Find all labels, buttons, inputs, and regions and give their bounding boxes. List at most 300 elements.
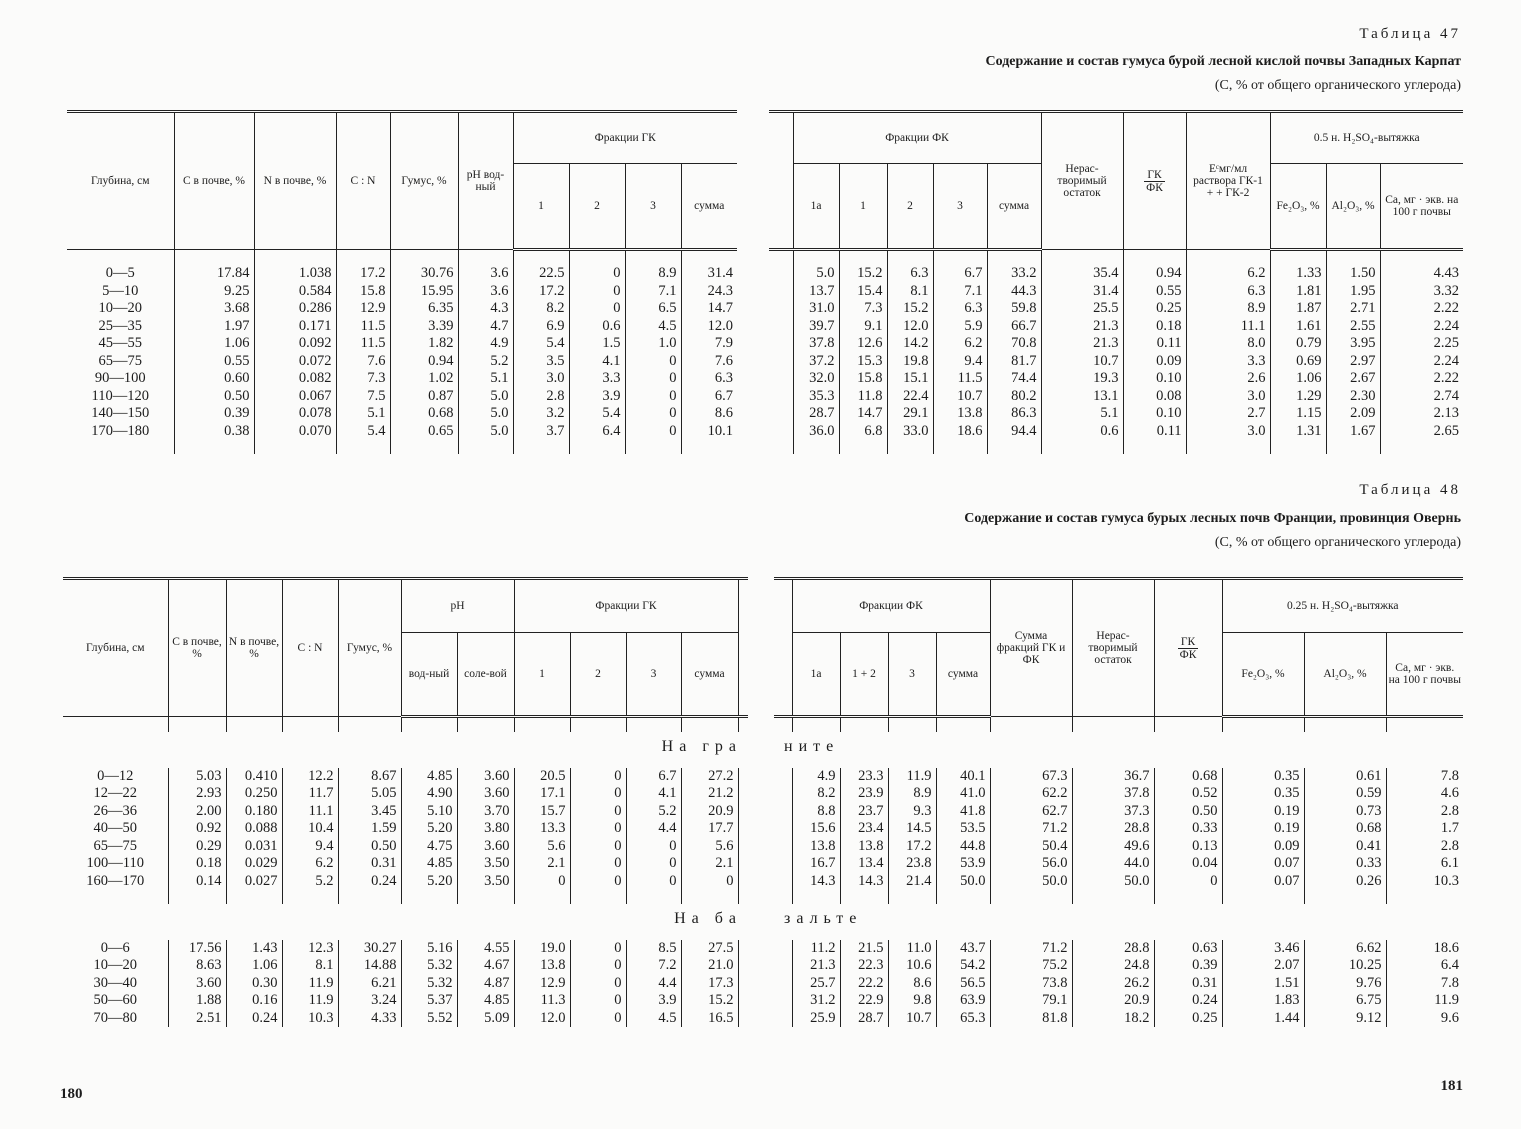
cell: 6.3 xyxy=(887,265,933,283)
cell: 12—22 xyxy=(63,785,168,803)
cell: 0 xyxy=(625,353,681,371)
cell: 0.04 xyxy=(1154,855,1222,873)
cell: 0.19 xyxy=(1222,803,1304,821)
hdr-insoluble-residue: Нерас-творимый остаток xyxy=(1041,112,1123,250)
cell: 3.5 xyxy=(513,353,569,371)
table-row xyxy=(67,388,737,406)
cell: 21.3 xyxy=(1041,318,1123,336)
cell: 0.41 xyxy=(1304,838,1386,856)
cell: 17.3 xyxy=(681,975,738,993)
table-47-label: Таблица 47 xyxy=(1359,26,1461,42)
cell: 0.088 xyxy=(226,820,282,838)
cell: 0.65 xyxy=(390,423,458,441)
cell: 0.79 xyxy=(1270,335,1326,353)
hdr-gk-fractions: Фракции ГК xyxy=(514,579,738,633)
hdr-fk-2: 2 xyxy=(887,164,933,250)
cell: 0.35 xyxy=(1222,785,1304,803)
hdr-gk-1: 1 xyxy=(514,633,570,717)
cell: 2.97 xyxy=(1326,353,1380,371)
cell: 35.4 xyxy=(1041,265,1123,283)
cell: 2.24 xyxy=(1380,318,1463,336)
table-row xyxy=(63,873,748,891)
cell: 50.0 xyxy=(936,873,990,891)
cell: 0.69 xyxy=(1270,353,1326,371)
cell: 0 xyxy=(625,370,681,388)
cell: 1.51 xyxy=(1222,975,1304,993)
cell: 8.6 xyxy=(888,975,936,993)
cell: 28.7 xyxy=(793,405,839,423)
cell: 0.31 xyxy=(338,855,401,873)
cell: 71.2 xyxy=(990,820,1072,838)
table-row xyxy=(774,957,1463,975)
cell: 67.3 xyxy=(990,768,1072,786)
cell: 8.9 xyxy=(625,265,681,283)
cell: 12.6 xyxy=(839,335,887,353)
cell: 11.5 xyxy=(336,318,390,336)
cell: 2.22 xyxy=(1380,370,1463,388)
cell: 31.4 xyxy=(1041,283,1123,301)
hdr-fk-3: 3 xyxy=(888,633,936,717)
cell: 0.250 xyxy=(226,785,282,803)
cell: 4.1 xyxy=(569,353,625,371)
cell: 9.4 xyxy=(282,838,338,856)
cell: 3.70 xyxy=(457,803,514,821)
cell: 3.0 xyxy=(513,370,569,388)
table-47-right xyxy=(769,110,1463,454)
hdr-depth: Глубина, см xyxy=(63,579,168,717)
cell: 66.7 xyxy=(987,318,1041,336)
cell: 1.44 xyxy=(1222,1010,1304,1028)
cell: 5.03 xyxy=(168,768,226,786)
cell: 70—80 xyxy=(63,1010,168,1028)
cell: 8.67 xyxy=(338,768,401,786)
cell: 13.8 xyxy=(933,405,987,423)
cell: 12.0 xyxy=(514,1010,570,1028)
cell: 17.56 xyxy=(168,940,226,958)
cell: 65—75 xyxy=(67,353,174,371)
cell: 4.75 xyxy=(401,838,457,856)
cell: 3.60 xyxy=(457,768,514,786)
cell: 4.67 xyxy=(457,957,514,975)
cell: 7.1 xyxy=(625,283,681,301)
cell: 44.0 xyxy=(1072,855,1154,873)
cell: 2.8 xyxy=(1386,803,1463,821)
cell: 1.33 xyxy=(1270,265,1326,283)
cell: 17.1 xyxy=(514,785,570,803)
cell: 32.0 xyxy=(793,370,839,388)
cell: 10.7 xyxy=(888,1010,936,1028)
cell: 7.3 xyxy=(839,300,887,318)
cell: 0 xyxy=(570,855,626,873)
cell: 1.06 xyxy=(226,957,282,975)
cell: 25.5 xyxy=(1041,300,1123,318)
cell: 28.8 xyxy=(1072,940,1154,958)
cell: 0.25 xyxy=(1123,300,1186,318)
cell: 0 xyxy=(626,838,681,856)
hdr-al2o3: Al₂O₃, % xyxy=(1326,164,1380,250)
cell: 0.070 xyxy=(254,423,336,441)
hdr-fk-3: 3 xyxy=(933,164,987,250)
table-row xyxy=(774,838,1463,856)
cell: 14.3 xyxy=(840,873,888,891)
cell: 6.5 xyxy=(625,300,681,318)
cell: 8.2 xyxy=(513,300,569,318)
cell: 0.10 xyxy=(1123,405,1186,423)
table-48-title: Содержание и состав гумуса бурых лесных почв Франции, провинция Овернь xyxy=(964,511,1461,526)
cell: 81.7 xyxy=(987,353,1041,371)
cell: 0.73 xyxy=(1304,803,1386,821)
hdr-gk-2: 2 xyxy=(570,633,626,717)
cell: 40—50 xyxy=(63,820,168,838)
cell: 14.88 xyxy=(338,957,401,975)
cell: 0 xyxy=(625,388,681,406)
cell: 0.29 xyxy=(168,838,226,856)
cell: 3.2 xyxy=(513,405,569,423)
hdr-gk-fractions: Фракции ГК xyxy=(513,112,737,164)
cell: 7.1 xyxy=(933,283,987,301)
hdr-cn: С : N xyxy=(282,579,338,717)
table-row xyxy=(769,300,1463,318)
cell: 0.94 xyxy=(390,353,458,371)
cell: 0.11 xyxy=(1123,423,1186,441)
cell: 1.038 xyxy=(254,265,336,283)
cell: 3.45 xyxy=(338,803,401,821)
cell: 5.20 xyxy=(401,873,457,891)
cell: 21.3 xyxy=(792,957,840,975)
cell: 2.67 xyxy=(1326,370,1380,388)
cell: 14.7 xyxy=(681,300,737,318)
cell: 14.2 xyxy=(887,335,933,353)
hdr-gk-sum: сумма xyxy=(681,164,737,250)
cell: 0.50 xyxy=(338,838,401,856)
cell: 3.24 xyxy=(338,992,401,1010)
cell: 49.6 xyxy=(1072,838,1154,856)
cell: 4.33 xyxy=(338,1010,401,1028)
hdr-fk-1-2: 1 + 2 xyxy=(840,633,888,717)
cell: 24.8 xyxy=(1072,957,1154,975)
table-row xyxy=(774,768,1463,786)
cell: 0.38 xyxy=(174,423,254,441)
cell: 13.3 xyxy=(514,820,570,838)
cell: 11.1 xyxy=(282,803,338,821)
cell: 0.171 xyxy=(254,318,336,336)
cell: 0 xyxy=(625,405,681,423)
section-heading-right: зальте xyxy=(784,910,863,927)
cell: 79.1 xyxy=(990,992,1072,1010)
cell: 6.62 xyxy=(1304,940,1386,958)
table-row xyxy=(67,300,737,318)
cell: 22.2 xyxy=(840,975,888,993)
cell: 0.584 xyxy=(254,283,336,301)
cell: 0 xyxy=(570,838,626,856)
cell: 110—120 xyxy=(67,388,174,406)
cell: 5.4 xyxy=(513,335,569,353)
cell: 17.2 xyxy=(888,838,936,856)
table-row xyxy=(774,820,1463,838)
cell: 6.9 xyxy=(513,318,569,336)
cell: 0.55 xyxy=(1123,283,1186,301)
cell: 20.9 xyxy=(681,803,738,821)
cell: 26.2 xyxy=(1072,975,1154,993)
cell: 0.94 xyxy=(1123,265,1186,283)
cell: 3.0 xyxy=(1186,423,1270,441)
cell: 11.2 xyxy=(792,940,840,958)
cell: 0 xyxy=(570,940,626,958)
cell: 17.84 xyxy=(174,265,254,283)
cell: 14.7 xyxy=(839,405,887,423)
cell: 25.9 xyxy=(792,1010,840,1028)
cell: 0.029 xyxy=(226,855,282,873)
table-row xyxy=(769,318,1463,336)
cell: 44.8 xyxy=(936,838,990,856)
cell: 6.7 xyxy=(626,768,681,786)
hdr-ph: pH вод-ный xyxy=(458,112,513,250)
cell: 1.82 xyxy=(390,335,458,353)
hdr-fk-sum: сумма xyxy=(936,633,990,717)
cell: 50—60 xyxy=(63,992,168,1010)
table-47-left xyxy=(67,110,737,454)
cell: 44.3 xyxy=(987,283,1041,301)
cell: 80.2 xyxy=(987,388,1041,406)
cell: 5.20 xyxy=(401,820,457,838)
cell: 16.7 xyxy=(792,855,840,873)
table-row xyxy=(774,785,1463,803)
cell: 8.8 xyxy=(792,803,840,821)
cell: 7.6 xyxy=(336,353,390,371)
cell: 0.072 xyxy=(254,353,336,371)
table-row xyxy=(67,335,737,353)
cell: 31.4 xyxy=(681,265,737,283)
cell: 20.9 xyxy=(1072,992,1154,1010)
cell: 21.0 xyxy=(681,957,738,975)
table-row xyxy=(63,838,748,856)
cell: 3.50 xyxy=(457,855,514,873)
cell: 11.9 xyxy=(1386,992,1463,1010)
cell: 3.50 xyxy=(457,873,514,891)
cell: 7.2 xyxy=(626,957,681,975)
cell: 2.07 xyxy=(1222,957,1304,975)
cell: 23.8 xyxy=(888,855,936,873)
cell: 6.4 xyxy=(569,423,625,441)
cell: 0 xyxy=(625,423,681,441)
cell: 0.24 xyxy=(226,1010,282,1028)
cell: 10.3 xyxy=(282,1010,338,1028)
cell: 21.5 xyxy=(840,940,888,958)
cell: 9.12 xyxy=(1304,1010,1386,1028)
cell: 2.6 xyxy=(1186,370,1270,388)
cell: 15.3 xyxy=(839,353,887,371)
cell: 0.286 xyxy=(254,300,336,318)
cell: 0 xyxy=(569,300,625,318)
cell: 29.1 xyxy=(887,405,933,423)
hdr-gk-3: 3 xyxy=(625,164,681,250)
cell: 0.410 xyxy=(226,768,282,786)
cell: 0.10 xyxy=(1123,370,1186,388)
cell: 11.7 xyxy=(282,785,338,803)
cell: 0 xyxy=(569,283,625,301)
cell: 65—75 xyxy=(63,838,168,856)
cell: 56.0 xyxy=(990,855,1072,873)
cell: 8.0 xyxy=(1186,335,1270,353)
cell: 0.031 xyxy=(226,838,282,856)
cell: 10—20 xyxy=(67,300,174,318)
table-row xyxy=(769,265,1463,283)
cell: 6.75 xyxy=(1304,992,1386,1010)
cell: 4.3 xyxy=(458,300,513,318)
cell: 18.6 xyxy=(1386,940,1463,958)
hdr-al2o3: Al₂O₃, % xyxy=(1304,633,1386,717)
cell: 0.68 xyxy=(390,405,458,423)
hdr-fk-1: 1 xyxy=(839,164,887,250)
cell: 41.8 xyxy=(936,803,990,821)
hdr-cn: С : N xyxy=(336,112,390,250)
cell: 5.52 xyxy=(401,1010,457,1028)
hdr-c: С в почве, % xyxy=(168,579,226,717)
cell: 2.71 xyxy=(1326,300,1380,318)
cell: 3.80 xyxy=(457,820,514,838)
cell: 1.59 xyxy=(338,820,401,838)
cell: 8.1 xyxy=(887,283,933,301)
cell: 7.3 xyxy=(336,370,390,388)
cell: 5.2 xyxy=(458,353,513,371)
table-47-subtitle: (С, % от общего органического углерода) xyxy=(1214,78,1461,93)
cell: 7.8 xyxy=(1386,768,1463,786)
table-row xyxy=(63,768,748,786)
table-row xyxy=(774,975,1463,993)
cell: 0.30 xyxy=(226,975,282,993)
table-47-title: Содержание и состав гумуса бурой лесной кислой почвы Западных Карпат xyxy=(985,54,1461,69)
cell: 0 xyxy=(681,873,738,891)
cell: 7.8 xyxy=(1386,975,1463,993)
cell: 2.00 xyxy=(168,803,226,821)
table-row xyxy=(774,940,1463,958)
cell: 4.87 xyxy=(457,975,514,993)
cell: 31.2 xyxy=(792,992,840,1010)
cell: 0.6 xyxy=(569,318,625,336)
table-row xyxy=(769,283,1463,301)
table-row xyxy=(63,992,748,1010)
cell: 11.9 xyxy=(888,768,936,786)
cell: 160—170 xyxy=(63,873,168,891)
cell: 2.8 xyxy=(513,388,569,406)
cell: 0.33 xyxy=(1154,820,1222,838)
cell: 0.07 xyxy=(1222,855,1304,873)
cell: 54.2 xyxy=(936,957,990,975)
table-row xyxy=(63,785,748,803)
cell: 25.7 xyxy=(792,975,840,993)
cell: 16.5 xyxy=(681,1010,738,1028)
cell: 0.16 xyxy=(226,992,282,1010)
cell: 15.2 xyxy=(681,992,738,1010)
table-row xyxy=(63,803,748,821)
cell: 9.4 xyxy=(933,353,987,371)
cell: 37.2 xyxy=(793,353,839,371)
cell: 3.60 xyxy=(168,975,226,993)
table-row xyxy=(63,975,748,993)
cell: 2.24 xyxy=(1380,353,1463,371)
cell: 17.2 xyxy=(336,265,390,283)
hdr-n: N в почве, % xyxy=(226,579,282,717)
hdr-gk-3: 3 xyxy=(626,633,681,717)
cell: 5.32 xyxy=(401,957,457,975)
cell: 0.067 xyxy=(254,388,336,406)
cell: 3.9 xyxy=(626,992,681,1010)
cell: 94.4 xyxy=(987,423,1041,441)
cell: 17.7 xyxy=(681,820,738,838)
cell: 0.09 xyxy=(1123,353,1186,371)
cell: 37.3 xyxy=(1072,803,1154,821)
cell: 3.60 xyxy=(457,785,514,803)
cell: 13.8 xyxy=(840,838,888,856)
cell: 0—6 xyxy=(63,940,168,958)
cell: 3.95 xyxy=(1326,335,1380,353)
cell: 62.7 xyxy=(990,803,1072,821)
cell: 2.30 xyxy=(1326,388,1380,406)
cell: 65.3 xyxy=(936,1010,990,1028)
cell: 0.55 xyxy=(174,353,254,371)
cell: 11.9 xyxy=(282,975,338,993)
cell: 10.7 xyxy=(1041,353,1123,371)
cell: 4.85 xyxy=(401,768,457,786)
cell: 6.3 xyxy=(933,300,987,318)
cell: 140—150 xyxy=(67,405,174,423)
cell: 40.1 xyxy=(936,768,990,786)
cell: 6.35 xyxy=(390,300,458,318)
cell: 36.0 xyxy=(793,423,839,441)
cell: 12.2 xyxy=(282,768,338,786)
cell: 9.76 xyxy=(1304,975,1386,993)
cell: 1.87 xyxy=(1270,300,1326,318)
cell: 31.0 xyxy=(793,300,839,318)
page-number-left: 180 xyxy=(60,1086,83,1102)
cell: 90—100 xyxy=(67,370,174,388)
cell: 0.39 xyxy=(1154,957,1222,975)
cell: 24.3 xyxy=(681,283,737,301)
table-row xyxy=(769,353,1463,371)
cell: 15.2 xyxy=(839,265,887,283)
table-row xyxy=(774,803,1463,821)
cell: 11.8 xyxy=(839,388,887,406)
table-row xyxy=(67,423,737,441)
cell: 3.68 xyxy=(174,300,254,318)
cell: 2.1 xyxy=(514,855,570,873)
hdr-fk-fractions: Фракции ФК xyxy=(793,112,1041,164)
cell: 19.8 xyxy=(887,353,933,371)
cell: 22.3 xyxy=(840,957,888,975)
cell: 53.5 xyxy=(936,820,990,838)
table-48-label: Таблица 48 xyxy=(1359,482,1461,498)
cell: 0.09 xyxy=(1222,838,1304,856)
cell: 6.2 xyxy=(282,855,338,873)
cell: 22.5 xyxy=(513,265,569,283)
cell: 1.15 xyxy=(1270,405,1326,423)
hdr-fk-1a: 1а xyxy=(792,633,840,717)
cell: 86.3 xyxy=(987,405,1041,423)
cell: 1.7 xyxy=(1386,820,1463,838)
cell: 0 xyxy=(626,855,681,873)
cell: 0.39 xyxy=(174,405,254,423)
cell: 0.24 xyxy=(338,873,401,891)
cell: 5.4 xyxy=(336,423,390,441)
cell: 3.7 xyxy=(513,423,569,441)
cell: 0.50 xyxy=(174,388,254,406)
cell: 4.85 xyxy=(401,855,457,873)
cell: 5.0 xyxy=(793,265,839,283)
cell: 5.2 xyxy=(626,803,681,821)
cell: 0.18 xyxy=(1123,318,1186,336)
cell: 6.21 xyxy=(338,975,401,993)
cell: 19.0 xyxy=(514,940,570,958)
